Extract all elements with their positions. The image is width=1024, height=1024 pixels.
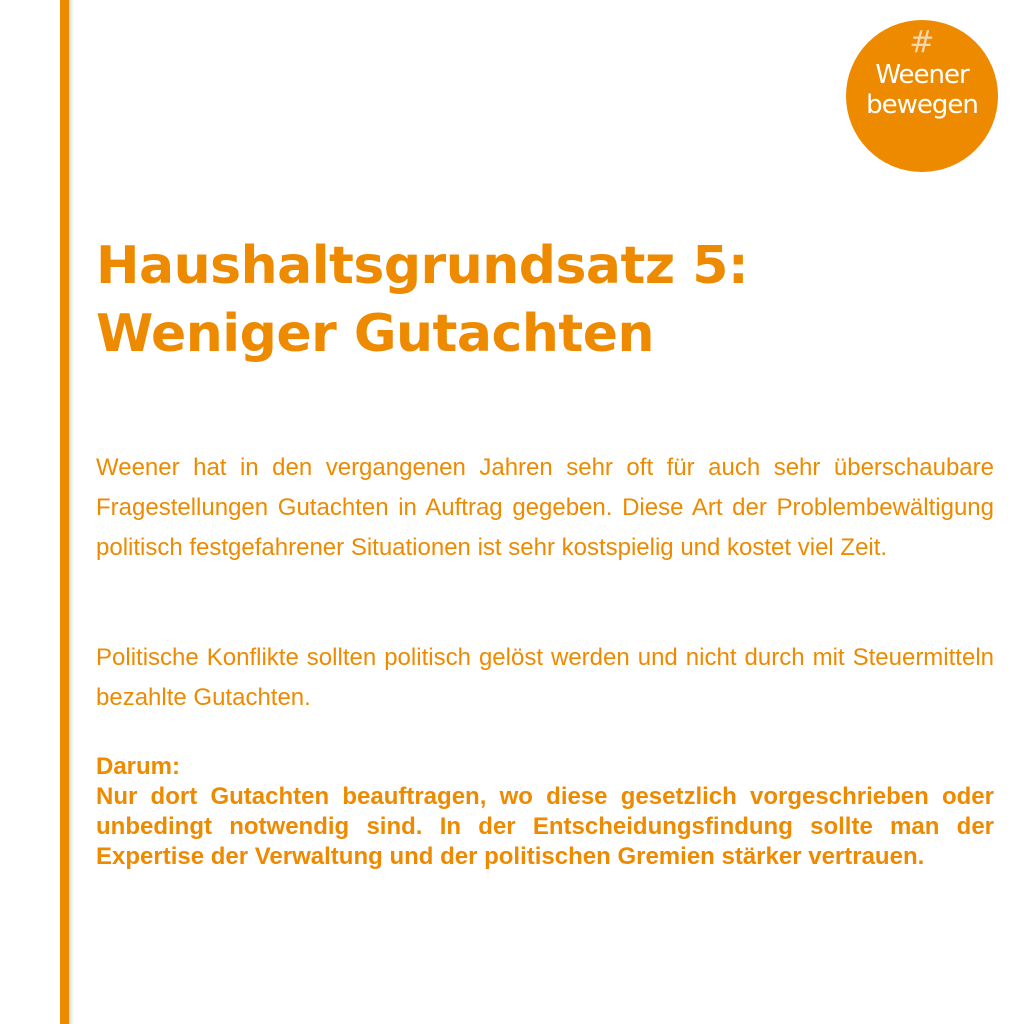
conclusion-block (96, 752, 994, 872)
paragraph-conflicts: Politische Konflikte sollten politisch gelöst werden und nicht durch mit Steuermitteln bezahlte Gutachten. (96, 644, 994, 711)
accent-bar-shadow (69, 0, 74, 1024)
hashtag-badge (846, 20, 998, 172)
paragraph-intro: Weener hat in den vergangenen Jahren sehr oft für auch sehr überschaubare Fragestellungen Gutachten in Auftrag gegeben. Diese Art der Problembewältigung politisch festgefahrener Situationen ist sehr kostspielig und kostet viel Zeit. (96, 454, 994, 561)
badge-text-line-2: bewegen (866, 90, 978, 120)
conclusion-label: Darum: (96, 753, 181, 780)
title-line-1: Haushaltsgrundsatz 5: (96, 236, 749, 296)
badge-text-line-1: Weener (875, 60, 969, 90)
page-title (96, 232, 976, 368)
conclusion-text: Nur dort Gutachten beauftragen, wo diese gesetzlich vorgeschrieben oder unbedingt notwendig sind. In der Entscheidungsfindung sollte man der Expertise der Verwaltung und der politischen Gremien stärker vertrauen. (96, 783, 994, 870)
badge-hash-symbol: # (909, 25, 935, 60)
title-line-2: Weniger Gutachten (96, 304, 654, 364)
vertical-accent-bar (60, 0, 69, 1024)
